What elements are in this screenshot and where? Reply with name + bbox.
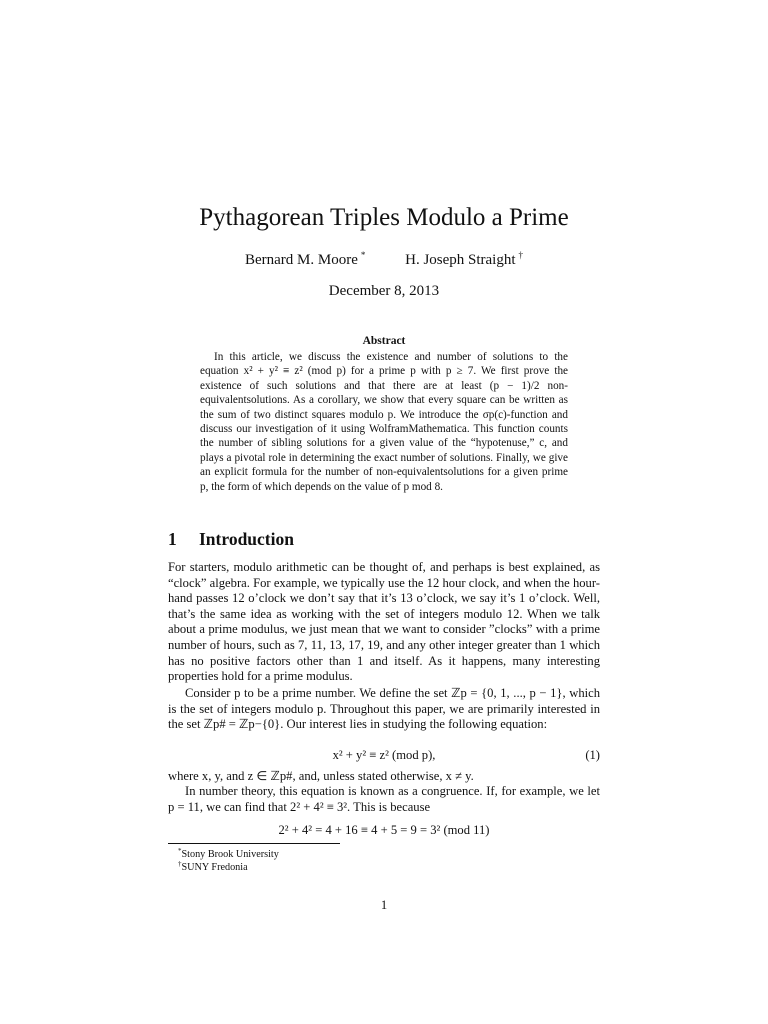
paragraph-where: where x, y, and z ∈ ℤp#, and, unless stated otherwise, x ≠ y. — [168, 769, 474, 783]
equation-1 — [168, 748, 600, 763]
abstract-heading: Abstract — [362, 335, 406, 347]
footnote-2-mark: † — [178, 860, 182, 868]
equation-example: 2² + 4² = 4 + 16 ≡ 4 + 5 = 9 = 3² (mod 11) — [278, 823, 490, 837]
equation-1-body: x² + y² ≡ z² (mod p), — [332, 748, 436, 762]
paper-date: December 8, 2013 — [328, 283, 440, 299]
author-2: H. Joseph Straight † — [405, 250, 524, 268]
page-number: 1 — [380, 898, 388, 912]
footnote-2-text: SUNY Fredonia — [181, 862, 248, 873]
footnote-2 — [178, 860, 248, 873]
author-1: Bernard M. Moore * — [244, 250, 366, 268]
footnote-1 — [178, 847, 279, 860]
author-1-mark: * — [360, 250, 366, 260]
paragraph-congruence: In number theory, this equation is known as a congruence. If, for example, we let p = 11, we can find that 2² + 4² ≡ 3². This is because — [168, 784, 600, 814]
abstract-text: In this article, we discuss the existence and number of solutions to the equation x² + y² ≡ z² (mod p) for a prime p with p ≥ 7. We first prove the existence of such solutions and that there are at least (p − 1)/2 non-equivalentsolutions. As a corollary, we show that every square can be written as the sum of two distinct squares modulo p. We introduce the σp(c)-function and discuss our investigation of it using WolframMathematica. This function counts the number of sibling solutions for a given value of the “hypotenuse,” c, and plays a pivotal role in determining the exact number of solutions. Finally, we give an explicit formula for the number of non-equivalentsolutions for a given prime p, the form of which depends on the value of p mod 8. — [200, 351, 568, 493]
equation-1-tag: (1) — [585, 748, 600, 762]
section-heading — [168, 529, 294, 550]
section-title: Introduction — [199, 529, 294, 549]
paragraph-definitions: Consider p to be a prime number. We define the set ℤp = {0, 1, ..., p − 1}, which is the set of integers modulo p. Throughout this paper, we are primarily interested in the set ℤp# = ℤp−{0}. Our interest lies in studying the following equation: — [168, 686, 600, 732]
footnote-rule — [168, 843, 340, 844]
author-list — [0, 250, 768, 269]
footnote-1-text: Stony Brook University — [181, 849, 279, 860]
paper-title: Pythagorean Triples Modulo a Prime — [199, 204, 569, 231]
footnote-1-mark: * — [178, 847, 182, 855]
author-2-mark: † — [518, 250, 524, 260]
section-number: 1 — [168, 529, 177, 549]
paragraph-intro: For starters, modulo arithmetic can be thought of, and perhaps is best explained, as “clock” algebra. For example, we typically use the 12 hour clock, and when the hour-hand passes 12 o’clock we don’t say that it’s 13 o’clock, we say it’s 1 o’clock. Well, that’s the same idea as working with the set of integers modulo 12. When we talk about a prime modulus, we just mean that we want to consider ”clocks” with a prime number of hours, such as 7, 11, 13, 17, 19, and any other integer greater than 1 which has no positive factors other than 1 and itself. As it happens, many interesting properties hold for a prime modulus. — [168, 560, 600, 684]
